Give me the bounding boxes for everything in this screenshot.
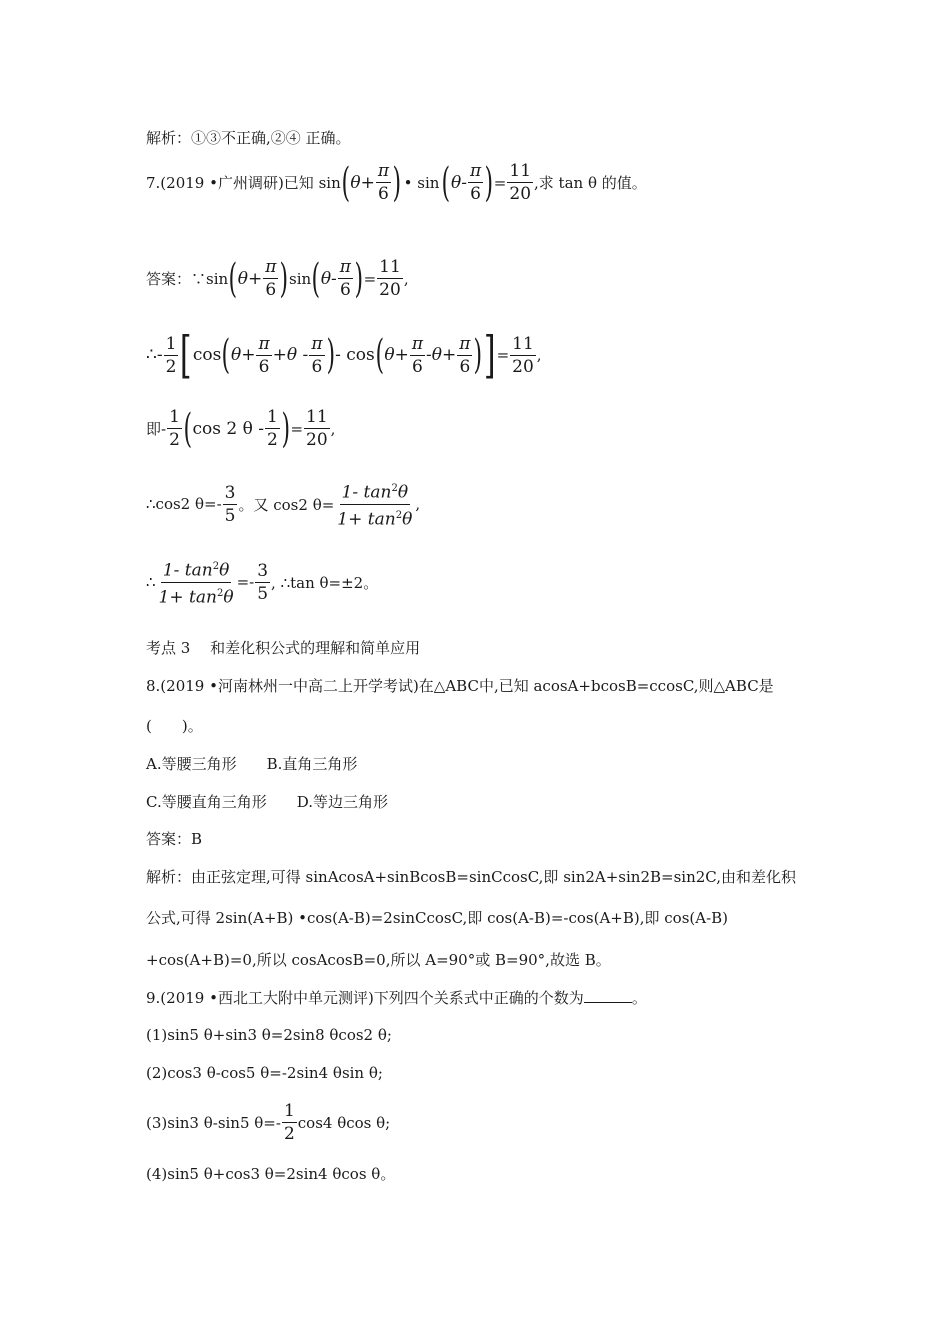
question-8: 8.(2019 •河南林州一中高二上开学考试)在△ABC中,已知 acosA+bcosB=ccosC,则△ABC是 bbox=[146, 677, 774, 695]
q9-item-1: (1)sin5 θ+sin3 θ=2sin8 θcos2 θ; bbox=[146, 1026, 392, 1044]
section-heading-kd3: 考点 3 和差化积公式的理解和简单应用 bbox=[146, 639, 421, 657]
q9-item-3: (3)sin3 θ-sin5 θ=- $\frac{1}{2}$ cos4 θcos θ; bbox=[146, 1101, 391, 1144]
q7-prefix: 7.(2019 •广州调研)已知 sin bbox=[146, 174, 341, 192]
answer-step-1: 答案：∵sin ( θ+ $\frac{\pi}{6}$ ) sin ( θ- $\frac{\pi}{6}$ ) = $\frac{11}{20}$ , bbox=[146, 255, 409, 302]
fraction-11-20: $\frac{11}{20}$ bbox=[509, 161, 532, 204]
explanation-q6: 解析：①③不正确,②④ 正确。 bbox=[146, 129, 351, 147]
answer-step-3: 即- $\frac{1}{2}$ ( cos 2 θ - $\frac{1}{2}$ ) = $\frac{11}{20}$ , bbox=[146, 405, 336, 452]
question-7: 7.(2019 •广州调研)已知 sin ( θ+ $\frac{\pi}{6}$ ) • sin ( θ- $\frac{\pi}{6}$ ) = $\frac{11}{20}$ ,求 tan θ 的值。 bbox=[146, 159, 647, 206]
question-9: 9.(2019 •西北工大附中单元测评)下列四个关系式中正确的个数为 。 bbox=[146, 989, 647, 1007]
q8-options-ab: A.等腰三角形 B.直角三角形 bbox=[146, 755, 358, 773]
answer-step-2: ∴- $\frac{1}{2}$ [ cos ( θ+ $\frac{\pi}{6}$ +θ - $\frac{\pi}{6}$ ) - cos ( θ+ $\frac{\pi}{6}$ -θ+ $\frac{\pi}{6}$ ) ] = $\frac{11}{20}$ , bbox=[146, 326, 542, 384]
q8-options-cd: C.等腰直角三角形 D.等边三角形 bbox=[146, 793, 388, 811]
fraction-pi-6: $\frac{\pi}{6}$ bbox=[470, 161, 482, 204]
answer-step-4: ∴cos2 θ=- $\frac{3}{5}$ 。又 cos2 θ= $\frac{1- \tan^2\theta}{1+ \tan^2\theta}$ , bbox=[146, 478, 420, 530]
q8-explanation-2: 公式,可得 2sin(A+B) •cos(A-B)=2sinCcosC,即 cos(A-B)=-cos(A+B),即 cos(A-B) bbox=[146, 909, 729, 927]
question-8-bracket: ( )。 bbox=[146, 717, 203, 735]
fraction-pi-6: $\frac{\pi}{6}$ bbox=[377, 161, 390, 204]
q9-item-2: (2)cos3 θ-cos5 θ=-2sin4 θsin θ; bbox=[146, 1064, 383, 1082]
q8-explanation-3: +cos(A+B)=0,所以 cosAcosB=0,所以 A=90°或 B=90°,故选 B。 bbox=[146, 951, 611, 969]
q8-answer: 答案：B bbox=[146, 830, 203, 848]
answer-blank[interactable] bbox=[584, 988, 632, 1003]
q9-item-4: (4)sin5 θ+cos3 θ=2sin4 θcos θ。 bbox=[146, 1165, 396, 1183]
answer-step-5: ∴ $\frac{1- \tan^2\theta}{1+ \tan^2\theta}$ =- $\frac{3}{5}$ , ∴tan θ=±2。 bbox=[146, 556, 378, 608]
q8-explanation-1: 解析：由正弦定理,可得 sinAcosA+sinBcosB=sinCcosC,即 sin2A+sin2B=sin2C,由和差化积 bbox=[146, 868, 796, 886]
